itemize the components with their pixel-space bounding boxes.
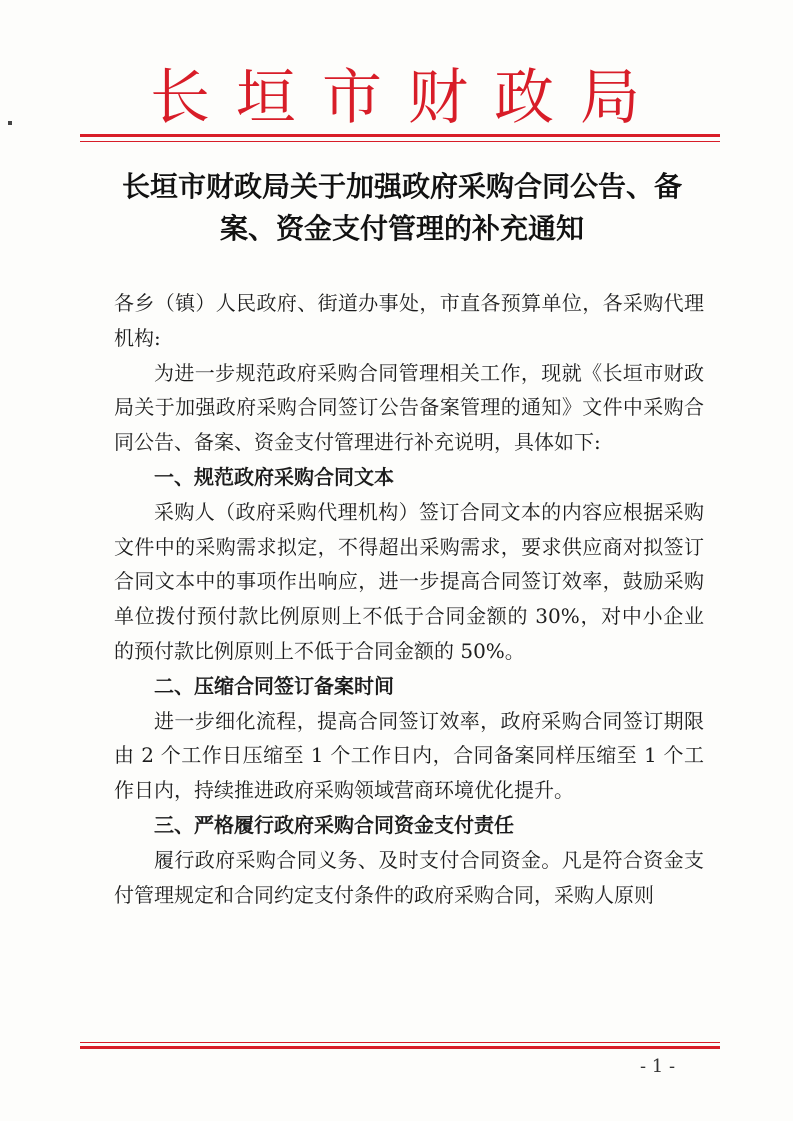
section-heading-1: 一、规范政府采购合同文本 [154, 464, 394, 489]
intro-paragraph: 为进一步规范政府采购合同管理相关工作，现就《长垣市财政局关于加强政府采购合同签订公告备案管理的通知》文件中采购合同公告、备案、资金支付管理进行补充说明，具体如下: [114, 360, 704, 455]
masthead-rule-thick [80, 134, 720, 137]
document-title-line-1: 长垣市财政局关于加强政府采购合同公告、备 [121, 170, 682, 203]
section-body-1: 采购人（政府采购代理机构）签订合同文本的内容应根据采购文件中的采购需求拟定，不得超出采购需求，要求供应商对拟签订合同文本中的事项作出响应，进一步提高合同签订效率，鼓励采购单位拨付预付款比例原则上不低于合同金额的 30%，对中小企业的预付款比例原则上不低于合同金额的 50%。 [114, 499, 704, 663]
section-heading-3: 三、严格履行政府采购合同资金支付责任 [154, 812, 514, 837]
masthead-rule-thin [80, 141, 720, 142]
page-number: - 1 - [640, 1056, 676, 1077]
section-body-2: 进一步细化流程，提高合同签订效率，政府采购合同签订期限由 2 个工作日压缩至 1 个工作日内，合同备案同样压缩至 1 个工作日内，持续推进政府采购领域营商环境优化提升。 [114, 708, 704, 803]
document-body [114, 286, 704, 912]
salutation: 各乡（镇）人民政府、街道办事处，市直各预算单位，各采购代理机构: [114, 291, 704, 350]
issuer-masthead: 长垣市财政局 [150, 63, 666, 133]
section-heading-2: 二、压缩合同签订备案时间 [154, 673, 394, 698]
footer-rule-thin [80, 1042, 720, 1043]
document-title-line-2: 案、资金支付管理的补充通知 [219, 212, 584, 245]
footer-rule-thick [80, 1046, 720, 1049]
section-body-3: 履行政府采购合同义务、及时支付合同资金。凡是符合资金支付管理规定和合同约定支付条件的政府采购合同，采购人原则 [114, 847, 704, 907]
scan-mark [8, 121, 12, 125]
document-title [92, 166, 712, 250]
